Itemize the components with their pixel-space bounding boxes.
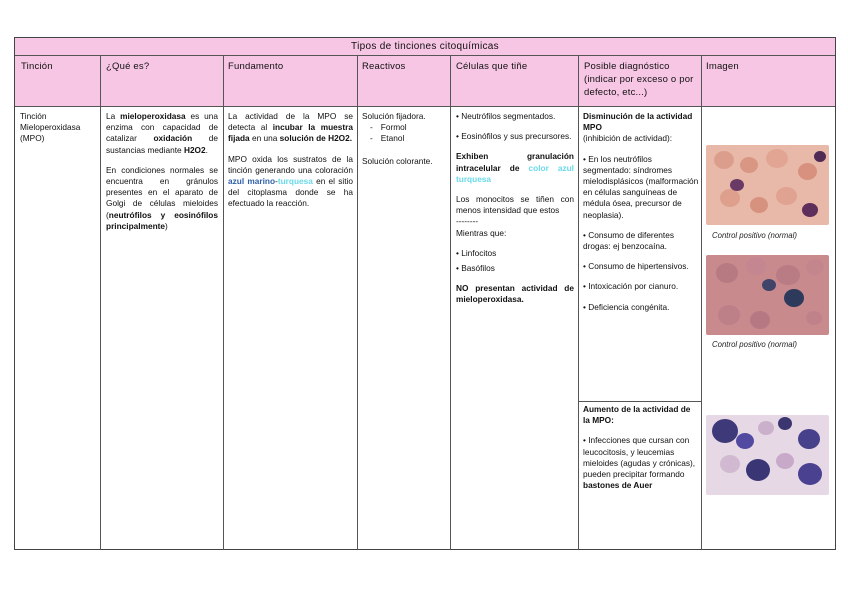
cell-celulas: • Neutrófilos segmentados. • Eosinófilos y sus precursores. Exhiben granulación intracelular de color azul turquesa Los monocitos se tiñen con menos intensidad que estos -------- Mientras que: • Linfocitos • Basófilos NO presentan actividad de mieloperoxidasa. [456, 111, 574, 305]
header-diagnostico: Posible diagnóstico (indicar por exceso o por defecto, etc...) [584, 61, 694, 98]
cell-diagnostico: Disminución de la actividad MPO (inhibición de actividad): • En los neutrófilos segmentado: síndromes mielodisplásicos (malformación en células sanguíneas de médula ósea, precursor de neoplasia). • Consumo de diferentes drogas: ej benzocaína. • Consumo de hipertensivos. • Intoxicación por cianuro. • Deficiencia congénita. [583, 111, 699, 312]
cell-que-es: La mieloperoxidasa es una enzima con capacidad de catalizar oxidación de sustancias mediante H2O2. En condiciones normales se encuentra en gránulos presentes en el aparato de Golgi de células mieloides (neutrófilos y eosinófilos principalmente) [106, 111, 218, 231]
cell-tincion: Tinción Mieloperoxidasa (MPO) [20, 111, 81, 144]
header-tincion: Tinción [21, 61, 53, 72]
divider [579, 401, 701, 402]
micrograph-3 [706, 415, 829, 495]
micrograph-2 [706, 255, 829, 335]
header-que-es: ¿Qué es? [106, 61, 150, 72]
header-fundamento: Fundamento [228, 61, 284, 72]
reactivo-colorante: Solución colorante. [362, 155, 433, 166]
reactivo-fijadora: Solución fijadora. [362, 111, 426, 121]
column-divider [578, 56, 579, 550]
column-divider [357, 56, 358, 550]
header-reactivos: Reactivos [362, 61, 406, 72]
cell-reactivos [362, 111, 448, 167]
column-divider [223, 56, 224, 550]
micrograph-1 [706, 145, 829, 225]
reactivo-item: - Formol [384, 122, 448, 133]
image-caption: Control positivo (normal) [712, 340, 797, 349]
reactivo-item: - Etanol [384, 133, 448, 144]
column-divider [701, 56, 702, 550]
cell-fundamento: La actividad de la MPO se detecta al incubar la muestra fijada en una solución de H2O2. MPO oxida los sustratos de la tinción generando una coloración azul marino-turquesa en el sitio del citoplasma donde se ha efectuado la reacción. [228, 111, 354, 209]
cell-aumento: Aumento de la actividad de la MPO: • Infecciones que cursan con leucocitosis, y leucemias mieloides (agudas y crónicas), pueden precipitar formando bastones de Auer [583, 404, 696, 491]
header-imagen: Imagen [706, 61, 739, 72]
image-caption: Control positivo (normal) [712, 231, 797, 240]
disminucion-title: Disminución de la actividad MPO [583, 111, 693, 133]
divider [15, 106, 835, 107]
column-divider [100, 56, 101, 550]
citochemical-stains-table [14, 37, 836, 550]
header-celulas: Células que tiñe [456, 61, 528, 72]
table-title: Tipos de tinciones citoquímicas [15, 38, 835, 55]
column-divider [450, 56, 451, 550]
